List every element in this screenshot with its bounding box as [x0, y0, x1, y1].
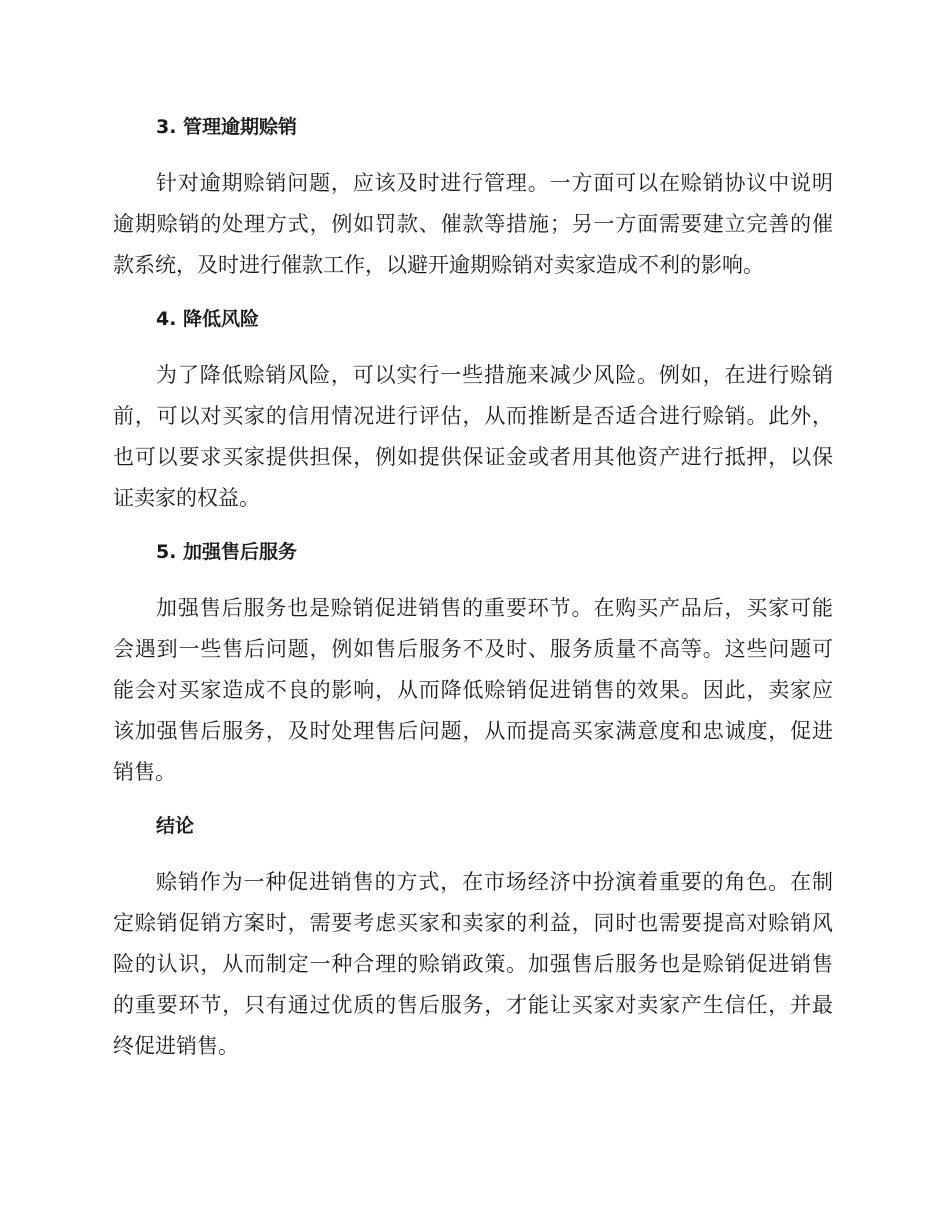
section-heading-reduce-risk: 4. 降低风险	[156, 308, 260, 330]
text-line: 定赊销促销方案时，需要考虑买家和卖家的利益，同时也需要提高对赊销风	[113, 911, 833, 935]
section-heading-manage-overdue: 3. 管理逾期赊销	[156, 116, 298, 138]
text-line: 也可以要求买家提供担保，例如提供保证金或者用其他资产进行抵押，以保	[113, 445, 833, 469]
text-line: 逾期赊销的处理方式，例如罚款、催款等措施；另一方面需要建立完善的催	[113, 212, 833, 236]
paragraph-conclusion	[113, 862, 833, 1067]
paragraph-manage-overdue	[113, 163, 833, 286]
text-line: 为了降低赊销风险，可以实行一些措施来减少风险。例如，在进行赊销	[156, 363, 833, 387]
text-line: 险的认识，从而制定一种合理的赊销政策。加强售后服务也是赊销促进销售	[113, 952, 833, 976]
text-line: 款系统，及时进行催款工作，以避开逾期赊销对卖家造成不利的影响。	[113, 253, 764, 277]
text-line: 针对逾期赊销问题，应该及时进行管理。一方面可以在赊销协议中说明	[156, 171, 833, 195]
text-line: 会遇到一些售后问题，例如售后服务不及时、服务质量不高等。这些问题可	[113, 637, 833, 661]
text-line: 前，可以对买家的信用情况进行评估，从而推断是否适合进行赊销。此外，	[113, 404, 833, 428]
section-heading-after-sales: 5. 加强售后服务	[156, 541, 298, 563]
text-line: 证卖家的权益。	[113, 486, 260, 510]
text-line: 赊销作为一种促进销售的方式，在市场经济中扮演着重要的角色。在制	[156, 870, 833, 894]
text-line: 加强售后服务也是赊销促进销售的重要环节。在购买产品后，买家可能	[156, 596, 833, 620]
text-line: 该加强售后服务，及时处理售后问题，从而提高买家满意度和忠诚度，促进	[113, 719, 833, 743]
text-line: 的重要环节，只有通过优质的售后服务，才能让买家对卖家产生信任，并最	[113, 993, 833, 1017]
paragraph-reduce-risk	[113, 355, 833, 519]
text-line: 销售。	[113, 760, 176, 784]
text-line: 能会对买家造成不良的影响，从而降低赊销促进销售的效果。因此，卖家应	[113, 678, 833, 702]
paragraph-after-sales	[113, 588, 833, 793]
section-heading-conclusion: 结论	[156, 815, 195, 837]
text-line: 终促进销售。	[113, 1034, 239, 1058]
document-body	[113, 109, 833, 1067]
